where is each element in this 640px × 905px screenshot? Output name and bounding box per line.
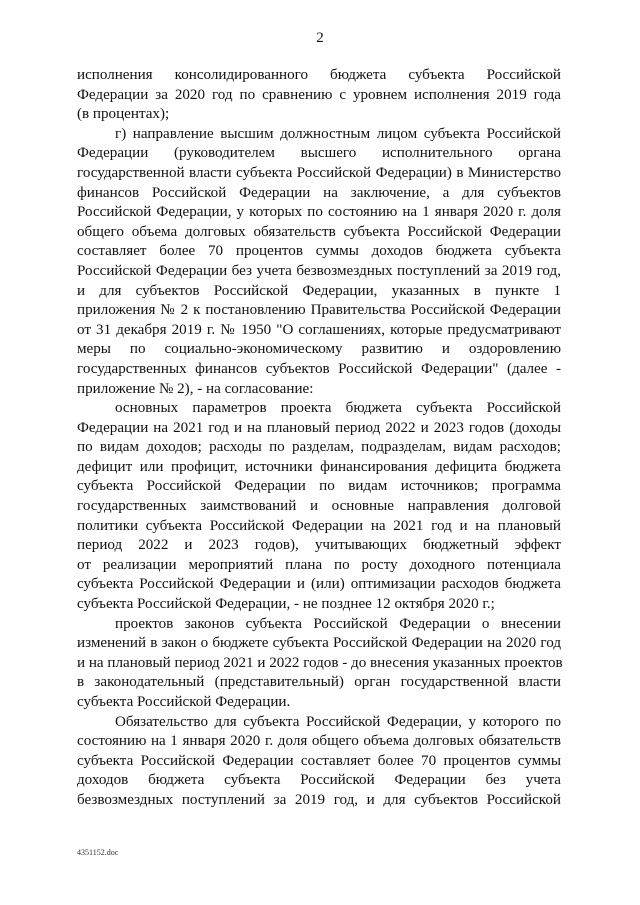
- text-line: субъекта Российской Федерации и (или) оптимизации расходов бюджета: [77, 576, 561, 593]
- text-line: изменений в закон о бюджете субъекта Российской Федерации на 2020 год: [77, 635, 561, 652]
- text-line: в законодательный (представительный) орган государственной власти: [77, 674, 561, 691]
- text-line: государственных финансов субъектов Российской Федерации" (далее -: [77, 360, 561, 377]
- text-line: Федерации на 2021 год и на плановый период 2022 и 2023 годов (доходы: [77, 419, 561, 436]
- text-line: государственных заимствований и основные направления долговой: [77, 498, 561, 515]
- text-line: субъекта Российской Федерации составляет более 70 процентов суммы: [77, 752, 561, 769]
- text-line: субъекта Российской Федерации.: [77, 694, 291, 710]
- text-line: составляет более 70 процентов суммы доходов бюджета субъекта: [77, 243, 561, 260]
- text-line: общего объема долговых обязательств субъекта Российской Федерации: [77, 223, 561, 240]
- text-line: доходов бюджета субъекта Российской Федерации без учета: [77, 772, 561, 789]
- text-line: Российской Федерации, у которых по состоянию на 1 января 2020 г. доля: [77, 204, 561, 221]
- text-line: и для субъектов Российской Федерации, указанных в пункте 1: [77, 282, 561, 299]
- text-line: финансов Российской Федерации на заключение, а для субъектов: [77, 184, 561, 201]
- text-line: по видам доходов; расходы по разделам, подразделам, видам расходов;: [77, 439, 561, 456]
- text-line: безвозмездных поступлений за 2019 год, и для субъектов Российской: [77, 791, 561, 808]
- text-line: меры по социально-экономическому развитию и оздоровлению: [77, 341, 561, 358]
- text-line: (в процентах);: [77, 106, 170, 123]
- text-line: Федерации за 2020 год по сравнению с уровнем исполнения 2019 года: [77, 86, 561, 103]
- text-line: приложения № 2 к постановлению Правительства Российской Федерации: [77, 302, 561, 319]
- document-body: [77, 66, 561, 811]
- text-line: Российской Федерации без учета безвозмездных поступлений за 2019 год,: [77, 262, 561, 279]
- text-line: Федерации (руководителем высшего исполнительного органа: [77, 145, 561, 162]
- text-line: проектов законов субъекта Российской Федерации о внесении: [115, 615, 561, 632]
- text-line: Обязательство для субъекта Российской Федерации, у которого по: [115, 713, 561, 730]
- text-line: исполнения консолидированного бюджета субъекта Российской: [77, 67, 561, 83]
- text-line: основных параметров проекта бюджета субъекта Российской: [115, 400, 561, 417]
- document-filename: 4351152.doc: [77, 848, 119, 857]
- page-number: 2: [316, 30, 324, 46]
- text-line: субъекта Российской Федерации по видам источников; программа: [77, 478, 561, 495]
- text-line: политики субъекта Российской Федерации на 2021 год и на плановый: [77, 517, 561, 534]
- text-line: и на плановый период 2021 и 2022 годов - до внесения указанных проектов: [77, 654, 563, 671]
- text-line: г) направление высшим должностным лицом субъекта Российской: [115, 125, 561, 142]
- text-line: дефицит или профицит, источники финансирования дефицита бюджета: [77, 458, 561, 475]
- text-line: приложение № 2), - на согласование:: [77, 380, 314, 397]
- text-line: от реализации мероприятий плана по росту доходного потенциала: [77, 556, 561, 573]
- text-line: состоянию на 1 января 2020 г. доля общего объема долговых обязательств: [77, 733, 561, 750]
- text-line: государственной власти субъекта Российской Федерации) в Министерство: [77, 164, 561, 181]
- text-line: период 2022 и 2023 годов), учитывающих бюджетный эффект: [77, 537, 561, 554]
- text-line: от 31 декабря 2019 г. № 1950 "О соглашениях, которые предусматривают: [77, 321, 561, 338]
- text-line: субъекта Российской Федерации, - не позднее 12 октября 2020 г.;: [77, 596, 495, 613]
